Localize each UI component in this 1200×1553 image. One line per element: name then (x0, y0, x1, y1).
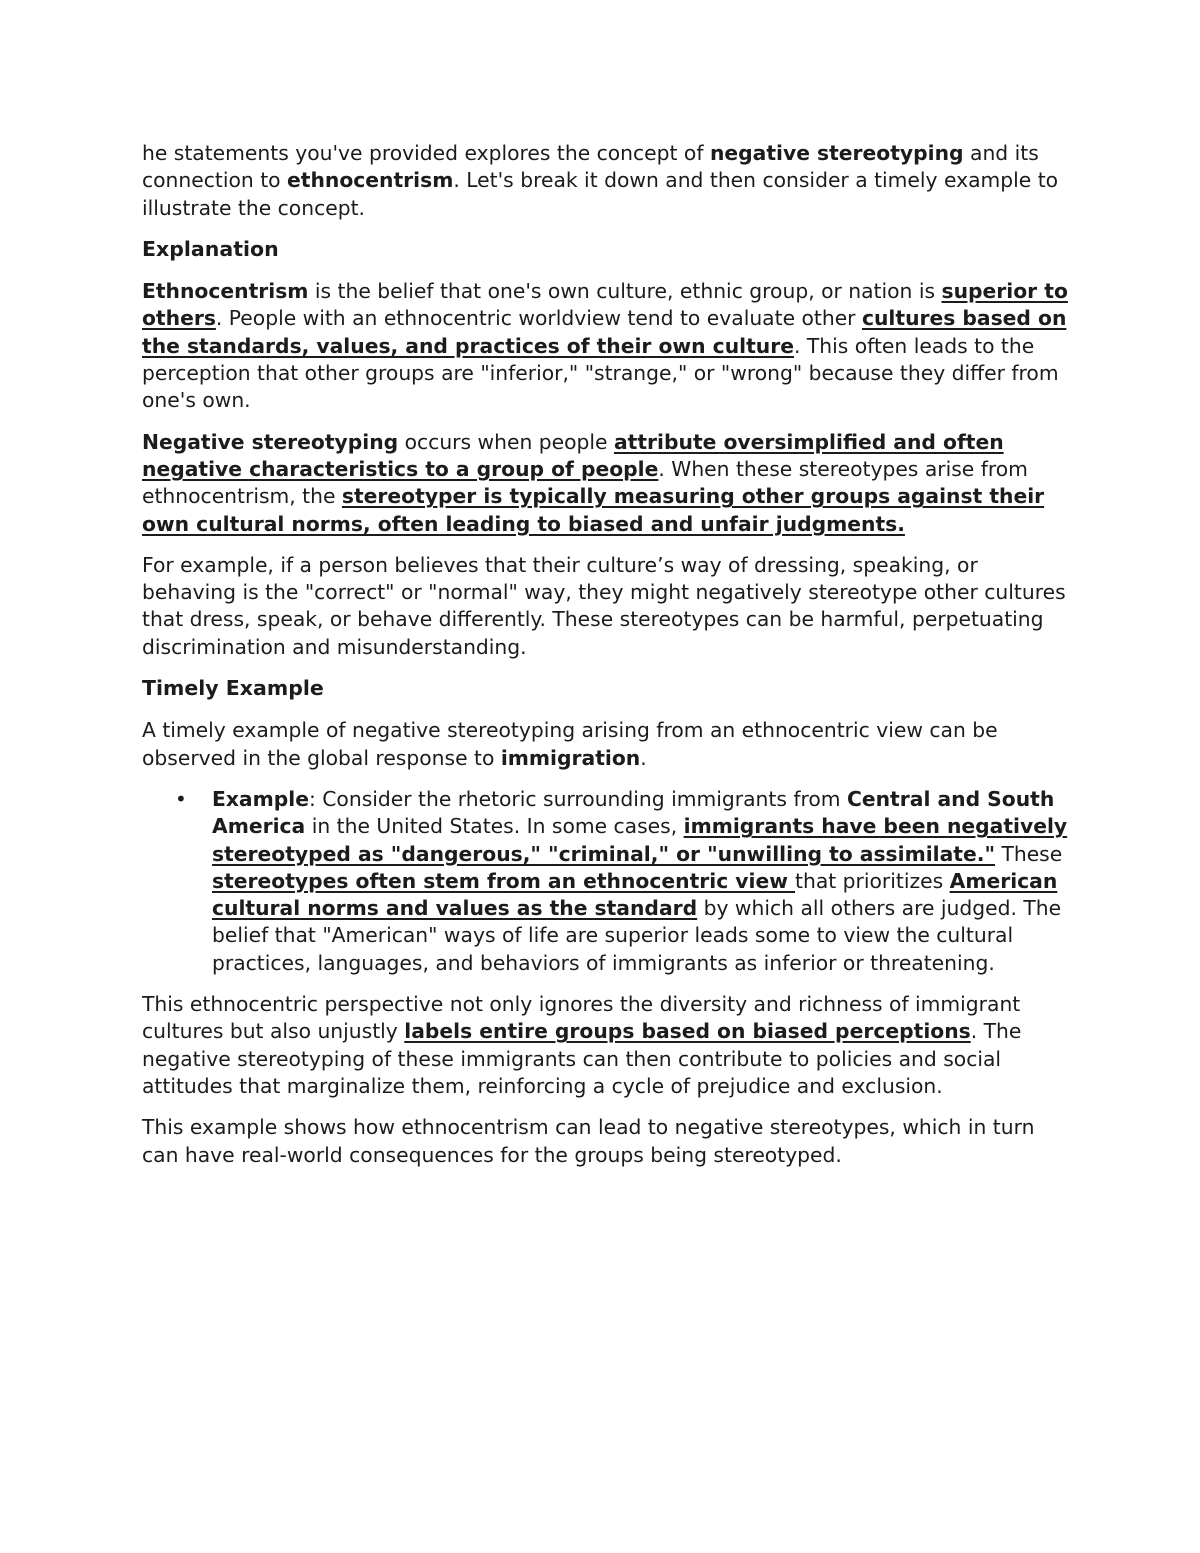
timely-example-heading: Timely Example (142, 676, 324, 701)
text-run: . (640, 745, 647, 770)
text-run: : Consider the rhetoric surrounding immigrants from (308, 786, 847, 811)
text-run: A timely example of negative stereotyping arising from an ethnocentric view can be observed in the global response to (142, 718, 998, 770)
bold-term: immigration (500, 745, 641, 770)
bold-term: negative stereotyping (709, 141, 964, 165)
for-example-paragraph: For example, if a person believes that their culture’s way of dressing, speaking, or behaving is the "correct" or "normal" way, they might negatively stereotype other cultures that dress, speak, or behave differently. These stereotypes can be harmful, perpetuating discrimination and misunderstanding. (142, 552, 1066, 659)
explanation-heading: Explanation (142, 236, 279, 261)
stereotyping-paragraph (142, 429, 1072, 538)
underlined-phrase: American cultural norms and values as the standard (212, 868, 1058, 921)
list-item (142, 786, 1072, 977)
text-run: he statements you've provided explores the concept of (142, 141, 710, 165)
underlined-phrase: stereotyper is typically measuring other groups against their own cultural norms, often leading to biased and unfair judgments. (142, 484, 1045, 536)
text-run: . This often leads to the perception that other groups are "inferior," "strange," or "wrong" because they differ from one's own. (142, 333, 1059, 413)
text-run: . The negative stereotyping of these immigrants can then contribute to policies and social attitudes that marginalize them, reinforcing a cycle of prejudice and exclusion. (142, 1019, 1022, 1098)
bold-term: Negative stereotyping (142, 429, 399, 454)
bold-term: ethnocentrism (287, 168, 454, 193)
text-run: These (995, 841, 1063, 866)
underlined-phrase: stereotypes often stem from an ethnocentric view (212, 868, 796, 893)
text-run: in the United States. In some cases, (305, 814, 684, 839)
underlined-phrase: immigrants have been negatively stereotyped as "dangerous," "criminal," or "unwilling to assimilate." (212, 814, 1068, 866)
bold-term: Ethnocentrism (142, 279, 309, 304)
ethnocentrism-paragraph (142, 278, 1072, 414)
bold-term: Central and South America (212, 786, 1055, 839)
text-run: is the belief that one's own culture, ethnic group, or nation is (308, 279, 942, 304)
text-run: occurs when people (398, 429, 614, 454)
bold-term: Example (212, 786, 309, 811)
text-run: and its connection to (142, 141, 1039, 193)
example-list (142, 786, 1072, 977)
underlined-phrase: superior to others (142, 279, 1068, 331)
text-run: that prioritizes (795, 868, 950, 893)
text-run: . When these stereotypes arise from ethnocentrism, the (142, 456, 1028, 509)
bullet-marker: • (175, 786, 187, 811)
perspective-paragraph (142, 991, 1072, 1100)
text-run: by which all others are judged. The belief that "American" ways of life are superior leads some to view the cultural practices, languages, and behaviors of immigrants as inferior or threatening. (212, 896, 1062, 975)
conclusion-paragraph: This example shows how ethnocentrism can lead to negative stereotypes, which in turn can have real-world consequences for the groups being stereotyped. (142, 1115, 1035, 1167)
timely-intro-paragraph (142, 717, 1072, 772)
text-run: . People with an ethnocentric worldview tend to evaluate other (215, 306, 862, 331)
document-page (142, 140, 1072, 1183)
underlined-phrase: attribute oversimplified and often negative characteristics to a group of people (142, 429, 1004, 481)
underlined-phrase: labels entire groups based on biased perceptions (404, 1019, 971, 1044)
underlined-phrase: cultures based on the standards, values, and practices of their own culture (142, 306, 1067, 358)
text-run: This ethnocentric perspective not only ignores the diversity and richness of immigrant cultures but also unjustly (142, 992, 1021, 1044)
intro-paragraph (142, 140, 1072, 222)
text-run: . Let's break it down and then consider a timely example to illustrate the concept. (142, 168, 1059, 220)
